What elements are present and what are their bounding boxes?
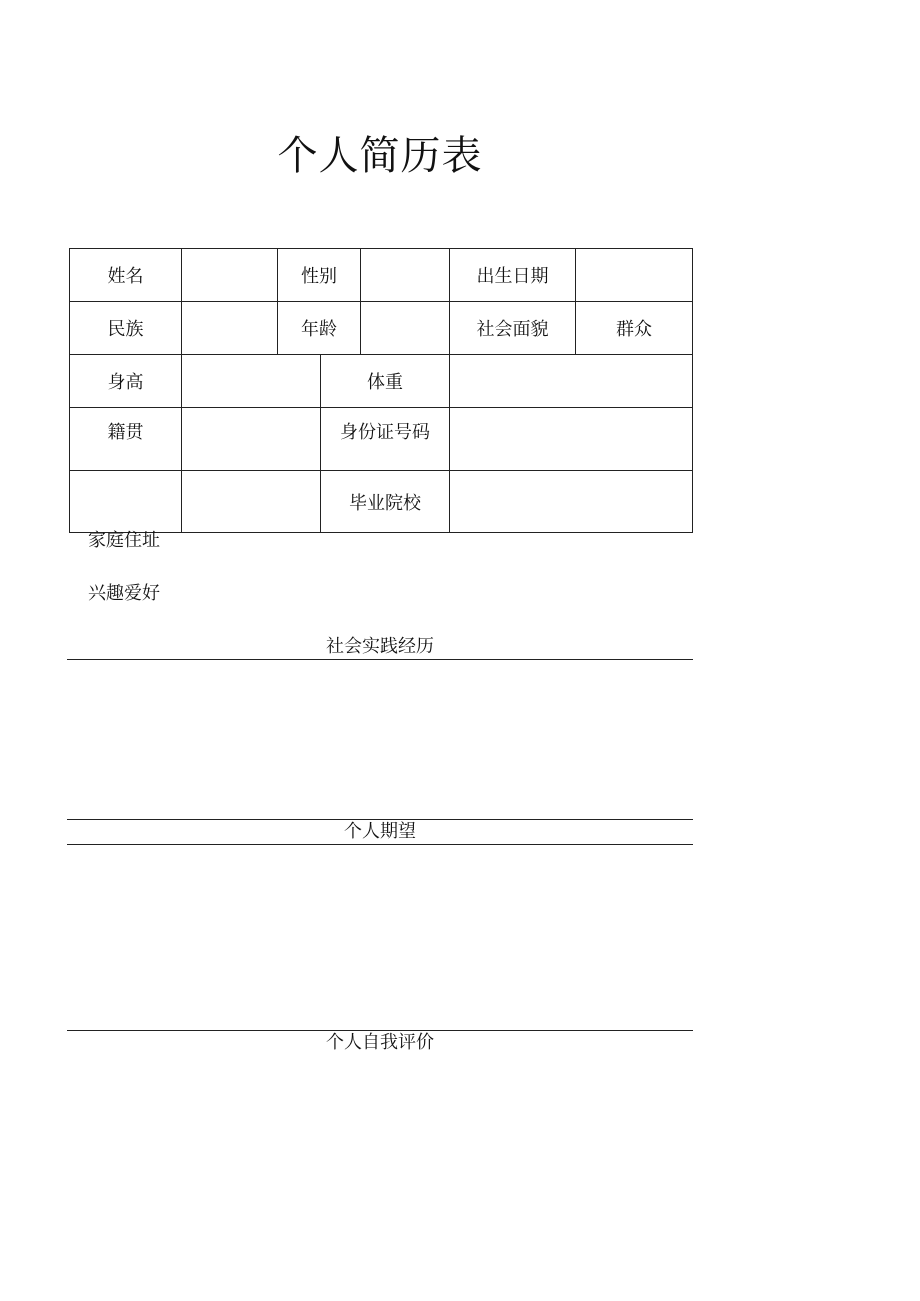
height-value[interactable]	[182, 355, 321, 408]
id-number-label: 身份证号码	[321, 408, 450, 471]
ethnicity-value[interactable]	[182, 302, 278, 355]
native-place-label: 籍贯	[70, 408, 182, 471]
birth-date-label: 出生日期	[450, 249, 576, 302]
hobbies-label: 兴趣爱好	[88, 583, 160, 604]
age-label: 年龄	[278, 302, 361, 355]
gender-value[interactable]	[361, 249, 450, 302]
personal-info-table	[69, 248, 693, 533]
personal-expectation-heading: 个人期望	[344, 821, 416, 842]
id-number-value[interactable]	[450, 408, 693, 471]
birth-date-value[interactable]	[576, 249, 693, 302]
table-row	[70, 249, 693, 302]
self-evaluation-heading: 个人自我评价	[326, 1032, 434, 1053]
political-status-label: 社会面貌	[450, 302, 576, 355]
weight-value[interactable]	[450, 355, 693, 408]
empty-cell[interactable]	[182, 471, 321, 533]
gender-label: 性别	[278, 249, 361, 302]
divider	[67, 1030, 693, 1031]
school-label: 毕业院校	[321, 471, 450, 533]
native-place-value[interactable]	[182, 408, 321, 471]
divider	[67, 659, 693, 660]
divider	[67, 844, 693, 845]
table-row	[70, 355, 693, 408]
height-label: 身高	[70, 355, 182, 408]
age-value[interactable]	[361, 302, 450, 355]
table-row	[70, 471, 693, 533]
social-practice-heading: 社会实践经历	[326, 636, 434, 657]
divider	[67, 819, 693, 820]
school-value[interactable]	[450, 471, 693, 533]
name-label: 姓名	[70, 249, 182, 302]
empty-cell	[70, 471, 182, 533]
political-status-value[interactable]: 群众	[576, 302, 693, 355]
table-row	[70, 302, 693, 355]
table-row	[70, 408, 693, 471]
name-value[interactable]	[182, 249, 278, 302]
weight-label: 体重	[321, 355, 450, 408]
home-address-label: 家庭住址	[88, 530, 160, 551]
page-title: 个人简历表	[277, 133, 483, 179]
ethnicity-label: 民族	[70, 302, 182, 355]
